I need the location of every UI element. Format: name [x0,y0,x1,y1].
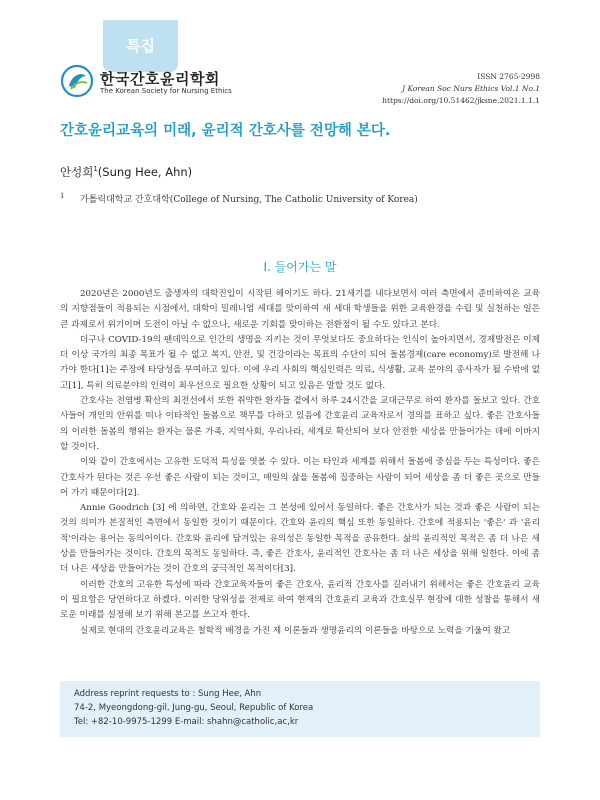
paragraph: 이러한 간호의 고유한 특성에 따라 간호교육자들이 좋은 간호사, 윤리적 간호사를 길러내기 위해서는 좋은 간호윤리 교육이 필요함은 당연하다고 하겠다. 이러한 당위성을 전제로 하여 현재의 간호윤리 교육과 간호실무 현장에 대한 성찰을 통해서 새로운 미래를 설정해 보기 위해 본고를 쓰고자 한다. [60,579,540,621]
issn: ISSN 2765-2998 [477,72,540,81]
article-body [60,287,540,639]
contact: Tel: +82-10-9975-1299 E-mail: shahn@catholic,ac,kr [74,717,299,727]
journal-citation: J Korean Soc Nurs Ethics Vol.1 No.1 [402,84,540,93]
paragraph: 2020년은 2000년도 출생자의 대학진입이 시작된 해이기도 하다. 21세기를 내다보면서 여러 측면에서 준비하여온 교육의 지향점들이 적용되는 시점에서, 대학이 밀레니엄 세대를 맞이하여 새 세대 학생들을 위한 교육환경을 수립 및 실천하는 일은 큰 과제로서 위기이며 도전이 아닐 수 없으나, 새로운 기회를 맞이하는 전환점이 될 수도 있다고 본다. [60,289,540,330]
reprint-request: Address reprint requests to : Sung Hee, Ahn [74,689,262,699]
paragraph: 이와 같이 간호에서는 고유한 도덕적 특성을 엿볼 수 있다. 이는 타인과 세계를 위해서 돌봄에 중심을 두는 특성이다. 좋은 간호사가 된다는 것은 우선 좋은 사람이 되는 것이고, 매일의 삶을 돌봄에 집중하는 사람이 되어 세상을 좀 더 좋은 곳으로 만들어 가기 때문이다[2]. [60,457,540,498]
paragraph: Annie Goodrich [3] 에 의하면, 간호와 윤리는 그 본성에 있어서 동일하다. 좋은 간호사가 되는 것과 좋은 사람이 되는 것의 의미가 본질적인 측면에서 동일한 것이기 때문이다. 간호와 윤리의 핵심 또한 동일하다. 간호에 적용되는 '좋은' 과 '윤리적'이라는 용어는 동의어이다. 간호와 윤리에 담겨있는 유의성은 동일한 목적을 공유한다. 삶의 윤리적인 목적은 좀 더 나은 세상을 만들어가는 것이다. 간호의 목적도 동일하다. 즉, 좋은 간호사, 윤리적인 간호사는 좀 더 나은 세상을 위해 일한다. 이에 좀 더 나은 세상을 만들어가는 것이 간호의 궁극적인 목적이다[3]. [60,503,540,575]
affil-marker: 1 [60,192,65,200]
journal-info [382,71,540,107]
section-heading: I. 들어가는 말 [263,260,337,274]
author-name-en: (Sung Hee, Ahn) [97,165,193,179]
reprint-address-box [60,681,540,737]
society-name: 한국간호윤리학회 [100,70,220,88]
affiliation: 가톨릭대학교 간호대학(College of Nursing, The Catholic University of Korea) [80,195,418,205]
address: 74-2, Myeongdong-gil, Jung-gu, Seoul, Republic of Korea [74,703,314,713]
paragraph: 더구나 COVID-19의 팬데믹으로 인간의 생명을 지키는 것이 무엇보다도 중요하다는 인식이 높아지면서, 경제발전은 이제 더 이상 국가의 최종 목표가 될 수 없고 복지, 안전, 및 건강이라는 목표의 수단이 되어 돌봄경제(care economy)로 발전해 나가야 한다[1]는 주장에 타당성을 부여하고 있다. 이에 우리 사회의 핵심인력은 의료, 식생활, 교육 분야의 종사자가 될 수밖에 없고[1], 특히 의료분야의 인력이 최우선으로 필요한 상황이 되고 있음은 말할 것도 없다. [60,334,540,391]
society-emblem-icon [60,64,94,98]
paragraph: 실제로 현대의 간호윤리교육은 철학적 배경을 가진 제 이론들과 생명윤리의 이론들을 바탕으로 노력을 기울여 왔고 [80,625,511,636]
author-affil-marker: 1 [93,165,98,174]
author-line [60,164,192,180]
doi-link[interactable]: https://doi.org/10.51462/jksne.2021.1.1.1 [382,96,540,105]
article-title: 간호윤리교육의 미래, 윤리적 간호사를 전망해 본다. [60,123,391,139]
special-feature-tab: 특집 [103,20,178,72]
affiliation-line [60,192,418,205]
society-logo [60,64,260,100]
paragraph: 간호사는 전염병 확산의 최전선에서 또한 취약한 환자들 곁에서 하루 24시간을 교대근무로 하여 환자를 돌보고 있다. 간호사들이 개인의 안위를 떠나 이타적인 돌봄으로 책무를 다하고 있음에 간호윤리 교육자로서 경의를 표하고 싶다. 좋은 간호사들의 이러한 돌봄의 행위는 환자는 물론 가족, 지역사회, 우리나라, 세계로 확산되어 보다 안전한 세상을 만들어가는 데에 이바지할 것이다. [60,396,540,452]
society-name-en: The Korean Society for Nursing Ethics [100,87,232,95]
author-name: 안성희 [60,165,94,179]
